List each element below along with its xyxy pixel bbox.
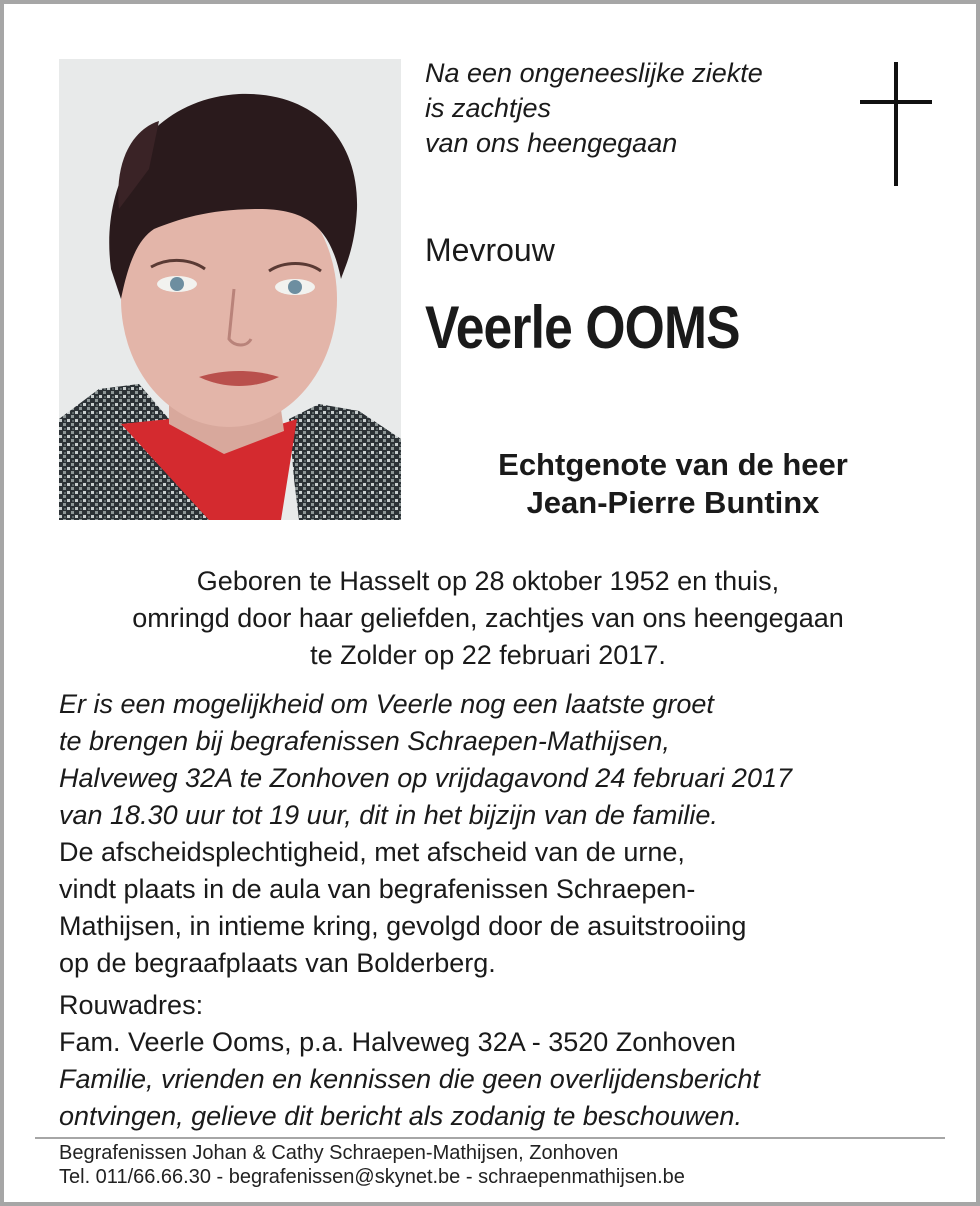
visitation-line: Halveweg 32A te Zonhoven op vrijdagavond 24 februari 2017 — [59, 763, 792, 793]
address-label: Rouwadres: — [59, 990, 204, 1020]
ceremony-line: Mathijsen, in intieme kring, gevolgd door de asuitstrooiing — [59, 911, 747, 941]
spouse-line: Jean-Pierre Buntinx — [526, 485, 820, 520]
spouse-block — [425, 446, 921, 522]
footer — [59, 1141, 685, 1189]
ceremony-line: op de begraafplaats van Bolderberg. — [59, 948, 496, 978]
notice-line: Familie, vrienden en kennissen die geen overlijdensbericht — [59, 1064, 760, 1094]
intro-line: is zachtjes — [425, 93, 552, 123]
address-block — [59, 987, 939, 1135]
intro-text — [425, 56, 845, 161]
spouse-line: Echtgenote van de heer — [498, 447, 848, 482]
announcement-body — [59, 686, 939, 982]
born-line: Geboren te Hasselt op 28 oktober 1952 en thuis, — [196, 566, 780, 596]
honorific: Mevrouw — [425, 232, 555, 268]
ceremony-line: De afscheidsplechtigheid, met afscheid van de urne, — [59, 837, 685, 867]
portrait-photo — [59, 59, 401, 520]
ceremony-line: vindt plaats in de aula van begrafenissen Schraepen- — [59, 874, 696, 904]
footer-line: Tel. 011/66.66.30 - begrafenissen@skynet.be - schraepenmathijsen.be — [59, 1166, 685, 1188]
born-line: te Zolder op 22 februari 2017. — [310, 640, 666, 670]
visitation-line: van 18.30 uur tot 19 uur, dit in het bijzijn van de familie. — [59, 800, 718, 830]
born-line: omringd door haar geliefden, zachtjes van ons heengegaan — [132, 603, 844, 633]
birth-death-block — [40, 563, 936, 674]
visitation-line: Er is een mogelijkheid om Veerle nog een laatste groet — [59, 689, 714, 719]
address-line: Fam. Veerle Ooms, p.a. Halveweg 32A - 3520 Zonhoven — [59, 1027, 736, 1057]
visitation-line: te brengen bij begrafenissen Schraepen-Mathijsen, — [59, 726, 670, 756]
notice-line: ontvingen, gelieve dit bericht als zodanig te beschouwen. — [59, 1101, 742, 1131]
cross-icon — [858, 62, 934, 186]
deceased-name: Veerle OOMS — [425, 294, 740, 361]
intro-line: van ons heengegaan — [425, 128, 678, 158]
footer-divider — [35, 1137, 945, 1139]
intro-line: Na een ongeneeslijke ziekte — [425, 58, 763, 88]
footer-line: Begrafenissen Johan & Cathy Schraepen-Mathijsen, Zonhoven — [59, 1142, 619, 1164]
